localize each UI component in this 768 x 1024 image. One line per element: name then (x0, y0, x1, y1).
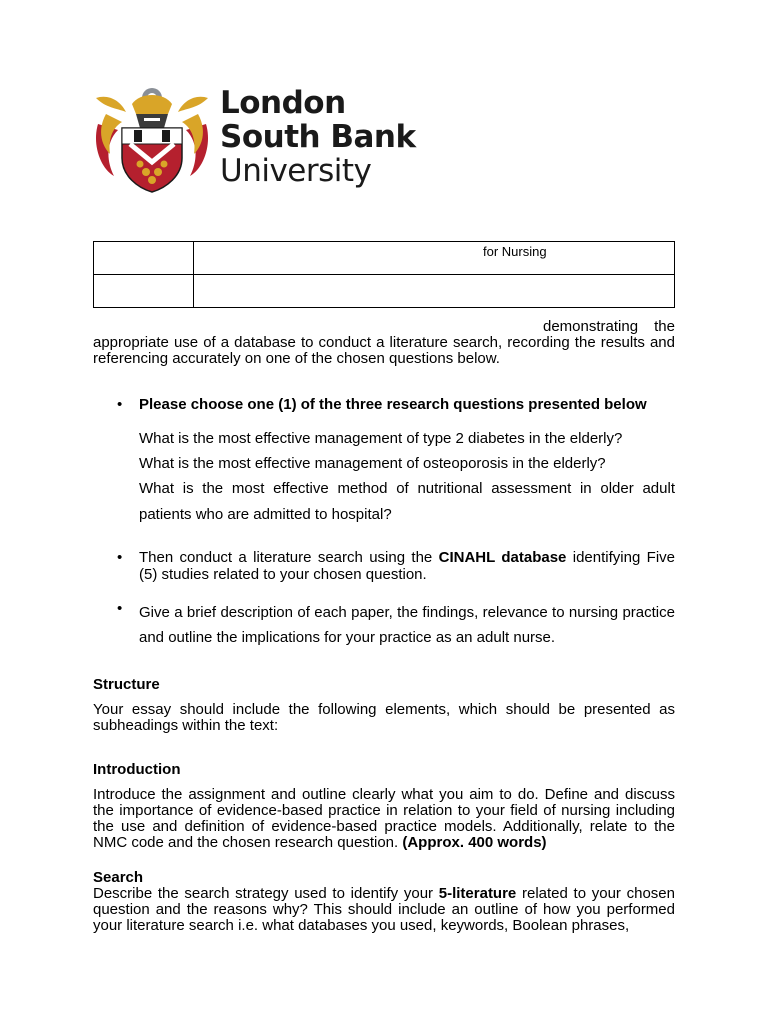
table-row (94, 242, 675, 275)
structure-heading: Structure (93, 676, 160, 693)
question-2: What is the most effective management of osteoporosis in the elderly? (139, 455, 606, 472)
bullet-cinahl-pre: Then conduct a literature search using the (139, 549, 439, 566)
table-cell (94, 275, 194, 308)
search-body-pre: Describe the search strategy used to identify your (93, 885, 439, 902)
question-3: What is the most effective method of nutritional assessment in older adult patients who are admitted to hospital? (139, 480, 675, 523)
bullet-icon: • (117, 600, 123, 617)
logo-wordmark (220, 86, 440, 188)
search-body-post: related to your chosen question and the reasons why? This should include an outline of how you performed your literature search i.e. what databases you used, keywords, Boolean phrases, (93, 885, 675, 934)
coat-of-arms-icon (92, 84, 212, 196)
table-cell (94, 242, 194, 275)
logo-line-2: South Bank (220, 119, 416, 155)
question-1: What is the most effective management of type 2 diabetes in the elderly? (139, 430, 623, 447)
table-cell (194, 275, 675, 308)
bullet-choose-question: Please choose one (1) of the three research questions presented below (139, 396, 647, 413)
module-info-table (93, 241, 675, 308)
bullet-cinahl-post: identifying Five (5) studies related to your chosen question. (139, 549, 675, 583)
bullet-description: Give a brief description of each paper, the findings, relevance to nursing practice and outline the implications for your practice as an adult nurse. (139, 604, 675, 646)
logo-line-3: University (220, 153, 372, 189)
university-logo (92, 84, 432, 199)
introduction-word-count: (Approx. 400 words) (402, 834, 547, 851)
table-row (94, 275, 675, 308)
introduction-text (93, 787, 675, 851)
introduction-heading: Introduction (93, 761, 181, 778)
structure-text: Your essay should include the following elements, which should be presented as subheadings within the text: (93, 701, 675, 734)
search-heading: Search (93, 869, 144, 886)
intro-paragraph (93, 319, 675, 367)
bullet-icon: • (117, 396, 123, 413)
introduction-body: Introduce the assignment and outline clearly what you aim to do. Define and discuss the importance of evidence-based practice in relation to your field of nursing including the use and definition of evidence-based practice models. Additionally, relate to the NMC code and the chosen research question. (93, 786, 675, 851)
bullet-cinahl-bold: CINAHL database (438, 549, 567, 566)
intro-first-line: demonstrating the (543, 318, 675, 335)
search-text (93, 886, 675, 934)
bullet-icon: • (117, 549, 123, 566)
logo-line-1: London (220, 85, 346, 121)
bullet-cinahl-search (139, 549, 675, 583)
table-cell: for Nursing (194, 242, 675, 275)
intro-text: appropriate use of a database to conduct a literature search, recording the results and referencing accurately on one of the chosen questions below. (93, 334, 675, 367)
search-literature-count: 5-literature (438, 885, 517, 902)
